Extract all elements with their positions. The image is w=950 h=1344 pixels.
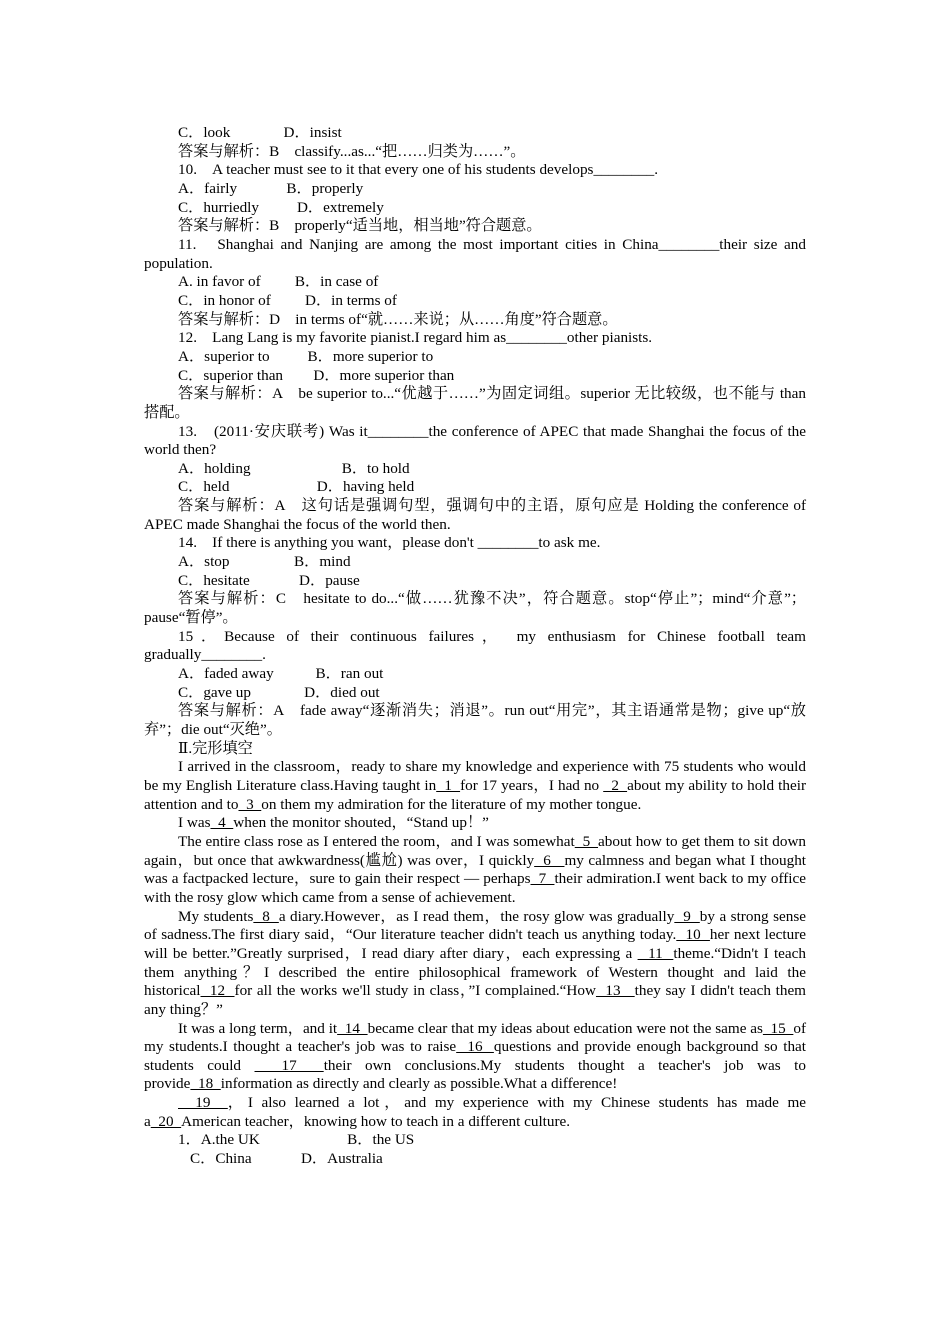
question-options bbox=[144, 1131, 806, 1168]
text-line: 答案与解析：C hesitate to do...“做……犹豫不决”，符合题意。stop“停止”；mind“介意”；pause“暂停”。 bbox=[144, 590, 806, 627]
text-line: C．in honor of D．in terms of bbox=[178, 291, 397, 309]
text-line: A．stop B．mind bbox=[178, 553, 351, 571]
text-line: 答案与解析：A fade away“逐渐消失；消退”。run out“用完”，其主语通常是物；give up“放弃”；die out“灭绝”。 bbox=[144, 702, 806, 738]
cloze-blank: 15 bbox=[762, 1019, 794, 1037]
text-line: C．superior than D．more superior than bbox=[178, 366, 455, 384]
text-line: C．hesitate D．pause bbox=[178, 571, 360, 589]
passage-text: on them my admiration for the literature of my mother tongue. bbox=[261, 795, 642, 813]
text-line: 答案与解析：D in terms of“就……来说；从……角度”符合题意。 bbox=[178, 310, 618, 328]
cloze-blank: 20 bbox=[150, 1112, 182, 1130]
text-line: A．superior to B．more superior to bbox=[178, 347, 434, 365]
passage-text: The entire class rose as I entered the room，and I was somewhat bbox=[178, 832, 575, 850]
cloze-blank: 18 bbox=[190, 1075, 221, 1093]
passage-text: information as directly and clearly as possible.What a difference! bbox=[220, 1075, 618, 1093]
passage-text: for all the works we'll study in class，”I complained.“How bbox=[234, 982, 596, 1000]
passage-text: about my ability to hold their attention and to bbox=[144, 776, 806, 813]
passage-text: her next lecture will be better.”Greatly surprised，I read diary after diary，each expressing a bbox=[144, 926, 806, 962]
text-line: 答案与解析：A 这句话是强调句型，强调句中的主语，原句应是 Holding the conference of APEC made Shanghai the focus of the world then. bbox=[144, 497, 806, 533]
passage-text: My students bbox=[178, 907, 254, 925]
exercise-lines bbox=[144, 124, 806, 758]
cloze-blank: 8 bbox=[253, 907, 279, 925]
cloze-blank: 2 bbox=[603, 776, 628, 794]
passage-paragraph bbox=[144, 814, 806, 833]
passage-text: for 17 years，I had no bbox=[460, 776, 604, 794]
text-line: Ⅱ.完形填空 bbox=[178, 739, 253, 757]
passage-text: I was bbox=[178, 814, 211, 832]
passage-text: questions and provide enough background so that students could bbox=[144, 1038, 807, 1074]
cloze-blank: 14 bbox=[337, 1019, 368, 1037]
passage-text: their own conclusions.My students thought a teacher's job was to provide bbox=[144, 1056, 806, 1093]
passage-paragraph bbox=[144, 833, 806, 908]
cloze-blank: 19 bbox=[178, 1094, 228, 1112]
cloze-blank: 7 bbox=[530, 870, 555, 888]
text-line: C．China D．Australia bbox=[190, 1150, 383, 1168]
cloze-blank: 6 bbox=[534, 851, 565, 869]
text-line: 1．A.the UK B．the US bbox=[178, 1131, 415, 1149]
passage-text: by a strong sense of sadness.The first diary said，“Our literature teacher didn't teach us anything today. bbox=[144, 907, 806, 944]
cloze-blank: 13 bbox=[595, 982, 635, 1000]
passage-text: they say I didn't teach them any thing？” bbox=[144, 982, 806, 1018]
passage-text: ，I also learned a lot，and my experience with my Chinese students has made me a bbox=[144, 1094, 807, 1130]
text-line: 答案与解析：A be superior to...“优越于……”为固定词组。superior 无比较级，也不能与 than 搭配。 bbox=[144, 385, 806, 421]
passage-text: became clear that my ideas about education were not the same as bbox=[367, 1019, 763, 1037]
text-line: A．holding B．to hold bbox=[178, 459, 410, 477]
cloze-blank: 3 bbox=[238, 795, 262, 813]
cloze-blank: 4 bbox=[210, 814, 234, 832]
cloze-blank: 10 bbox=[676, 926, 710, 944]
passage-text: American teacher，knowing how to teach in a different culture. bbox=[181, 1112, 571, 1130]
document-page bbox=[144, 124, 806, 1169]
passage-text: theme.“Didn't I teach them anything？I described the entire philosophical framework of Western thought and laid the historical bbox=[144, 944, 807, 1000]
text-line: A. in favor of B．in case of bbox=[178, 273, 379, 291]
passage-paragraph bbox=[144, 1020, 806, 1095]
passage-text: my calmness and began what I thought was a factpacked lecture，sure to gain their respect — perhaps bbox=[144, 851, 807, 888]
cloze-blank: 9 bbox=[674, 907, 700, 925]
text-line: 答案与解析：B properly“适当地，相当地”符合题意。 bbox=[178, 217, 542, 235]
passage-text: a diary.However，as I read them，the rosy glow was gradually bbox=[278, 907, 675, 925]
passage-paragraph bbox=[144, 908, 806, 1020]
cloze-blank: 17 bbox=[254, 1056, 324, 1074]
passage-paragraph bbox=[144, 758, 806, 814]
cloze-passage bbox=[144, 758, 806, 1131]
text-line: 14. If there is anything you want，please don't ________to ask me. bbox=[178, 534, 601, 552]
passage-paragraph bbox=[144, 1094, 806, 1131]
passage-text: It was a long term，and it bbox=[178, 1019, 338, 1037]
cloze-blank: 16 bbox=[456, 1038, 494, 1056]
passage-text: I arrived in the classroom，ready to share my knowledge and experience with 75 students who would be my English Literature class.Having taught in bbox=[144, 758, 806, 794]
text-line: 10. A teacher must see to it that every one of his students develops________. bbox=[178, 161, 658, 179]
text-line: A．fairly B．properly bbox=[178, 179, 364, 197]
passage-text: their admiration.I went back to my office with the rosy glow which came from a sense of achievement. bbox=[144, 870, 806, 906]
text-line: C．hurriedly D．extremely bbox=[178, 198, 384, 216]
passage-text: when the monitor shouted，“Stand up！” bbox=[233, 814, 489, 832]
text-line: 11. Shanghai and Nanjing are among the most important cities in China________their size and population. bbox=[144, 235, 806, 272]
text-line: C．gave up D．died out bbox=[178, 683, 380, 701]
text-line: C．held D．having held bbox=[178, 478, 415, 496]
passage-text: of my students.I thought a teacher's job was to raise bbox=[144, 1019, 807, 1056]
text-line: 13. (2011·安庆联考) Was it________the conference of APEC that made Shanghai the focus of the world then? bbox=[144, 422, 806, 459]
text-line: A．faded away B．ran out bbox=[178, 665, 384, 683]
cloze-blank: 5 bbox=[574, 832, 599, 850]
text-line: 15．Because of their continuous failures， my enthusiasm for Chinese football team gradually________. bbox=[144, 627, 806, 664]
passage-text: about how to get them to sit down again，but once that awkwardness(尴尬) was over，I quickly bbox=[144, 832, 807, 869]
text-line: C．look D．insist bbox=[178, 124, 342, 141]
cloze-blank: 1 bbox=[436, 776, 461, 794]
text-line: 答案与解析：B classify...as...“把……归类为……”。 bbox=[178, 142, 526, 160]
cloze-blank: 11 bbox=[637, 944, 674, 962]
text-line: 12. Lang Lang is my favorite pianist.I regard him as________other pianists. bbox=[178, 329, 653, 347]
cloze-blank: 12 bbox=[200, 982, 235, 1000]
